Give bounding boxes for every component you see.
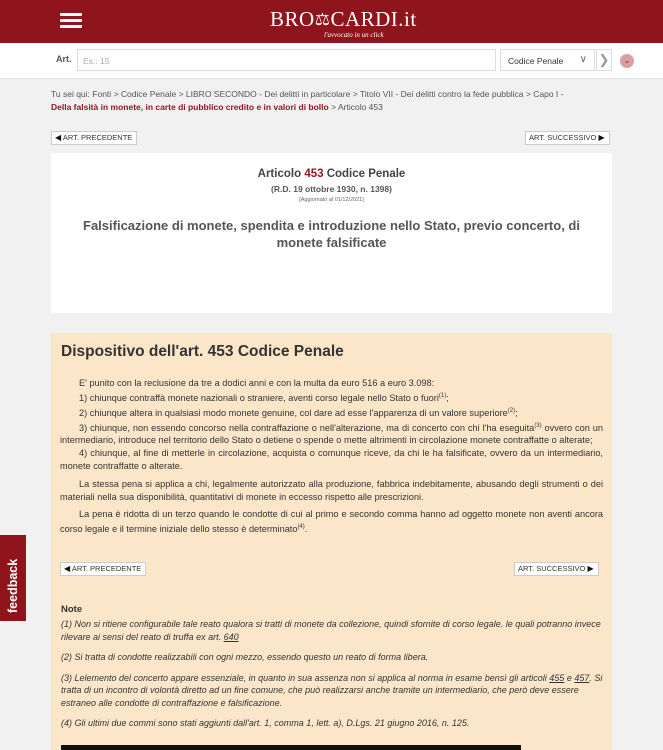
next-article-button-bottom[interactable] xyxy=(514,562,599,576)
menu-icon[interactable] xyxy=(60,13,82,29)
breadcrumb-item-capo[interactable]: Della falsità in monete, in carte di pubblico credito e in valori di bollo xyxy=(51,102,329,112)
dispositivo-paragraph-2: La stessa pena si applica a chi, legalmente autorizzato alla produzione, fabbrica indebitamente, abusando degli strumenti o dei materiali nella sua disponibilità, quantitativi di monete in eccesso rispetto alle prescrizioni. xyxy=(60,478,603,502)
note-3 xyxy=(61,672,603,710)
article-title-label: Articolo xyxy=(257,168,302,180)
breadcrumb-prefix: Tu sei qui: xyxy=(51,89,90,99)
prev-article-button[interactable] xyxy=(51,131,137,145)
logo-text-rest: CARDI.it xyxy=(330,7,417,31)
logo-tagline: l'avvocato in un click xyxy=(324,31,384,39)
note-link-457[interactable]: 457 xyxy=(574,672,590,683)
note-3-and: e xyxy=(564,672,575,683)
chevron-down-icon: ∨ xyxy=(579,54,587,65)
dispositivo-item-2: 2) chiunque altera in qualsiasi modo monete genuine, col dare ad esse l'apparenza di un valore superiore$^{(2)}$; xyxy=(79,407,518,418)
footnote-ref[interactable]: (1) xyxy=(438,392,447,399)
prev-article-label: ART. PRECEDENTE xyxy=(71,564,142,573)
prev-article-button-bottom[interactable] xyxy=(60,562,146,576)
footnote-ref[interactable]: (4) xyxy=(297,524,305,531)
article-source: (R.D. 19 ottobre 1930, n. 1398) xyxy=(271,184,392,194)
dispositivo-item-3 xyxy=(60,420,603,448)
feedback-label: feedback xyxy=(6,558,20,613)
triangle-left-icon: ◀ xyxy=(64,564,71,573)
note-1 xyxy=(61,618,603,643)
article-updated: [Aggiornato al 01/12/2021] xyxy=(299,197,364,203)
site-logo[interactable] xyxy=(270,7,417,39)
triangle-right-icon: ▶ xyxy=(587,564,594,573)
code-select[interactable] xyxy=(500,49,595,71)
note-link-455[interactable]: 455 xyxy=(549,672,565,683)
dispositivo-paragraph-3: La pena è ridotta di un terzo quando le condotte di cui al primo e secondo comma hanno ad oggetto monete non aventi ancora corso legale e il termine iniziale dello stesso è determinato$^{(4)}$. xyxy=(60,509,603,535)
feedback-tab[interactable] xyxy=(0,535,26,621)
paragraph-3-text: La pena è ridotta di un terzo quando le condotte di cui al primo e secondo comma hanno ad oggetto monete non aventi ancora corso legale e il termine iniziale dello stesso è determinato xyxy=(60,509,603,535)
note-3-text-cont: . Si tratta di un incontro di volontà diretto ad un fine comune, che può realizzarsi anche tramite un intermediario, che però deve essere estraneo alle condotte di contraffazione e falsificazione. xyxy=(61,672,603,708)
item-3-text-cont: ovvero con un intermediario, introduce nel territorio dello Stato o detiene o spende o mette altrimenti in circolazione monete contraffatte o alterate; xyxy=(60,422,603,446)
notes-title: Note xyxy=(61,604,83,615)
article-header-card xyxy=(51,153,612,313)
note-2: (2) Si tratta di condotte realizzabili con ogni mezzo, essendo questo un reato di forma libera. xyxy=(61,652,429,662)
next-article-label: ART. SUCCESSIVO xyxy=(518,564,586,573)
breadcrumb-item[interactable]: Fonti xyxy=(92,89,112,99)
search-bar xyxy=(0,43,663,79)
scale-icon: ⚖ xyxy=(314,10,331,29)
search-go-button[interactable]: ❯ xyxy=(596,49,612,71)
article-code: Codice Penale xyxy=(326,168,406,180)
next-article-label: ART. SUCCESSIVO xyxy=(529,133,597,142)
item-3-text: 3) chiunque, non essendo concorso nella contraffazione o nell'alterazione, ma di concerto con chi l'ha eseguita xyxy=(79,422,535,433)
breadcrumb-sep: > xyxy=(352,89,358,99)
top-bar xyxy=(0,0,663,43)
dispositivo-intro: E' punito con la reclusione da tre a dodici anni e con la multa da euro 516 a euro 3.098: xyxy=(79,378,435,388)
article-rubric: Falsificazione di monete, spendita e introduzione nello Stato, previo concerto, di monete falsificate xyxy=(83,218,580,250)
note-link-640[interactable]: 640 xyxy=(223,631,239,642)
next-article-button[interactable] xyxy=(525,131,610,145)
triangle-right-icon: ▶ xyxy=(598,133,605,142)
article-title xyxy=(51,168,612,180)
footnote-ref[interactable]: (3) xyxy=(534,422,542,429)
dispositivo-panel xyxy=(51,333,612,750)
breadcrumb-sep: > xyxy=(113,89,119,99)
prev-article-label: ART. PRECEDENTE xyxy=(62,133,133,142)
note-3-text: (3) Lelemento del concerto appare essenziale, in quanto in sua assenza non si applica al norma in esame bensì gli articoli xyxy=(61,672,550,683)
breadcrumb-item[interactable]: Capo I - xyxy=(533,89,564,99)
item-2-text: 2) chiunque altera in qualsiasi modo monete genuine, col dare ad esse l'apparenza di un valore superiore xyxy=(79,407,508,418)
breadcrumb-sep: > xyxy=(178,89,184,99)
breadcrumb-current: Articolo 453 xyxy=(337,102,383,112)
breadcrumb-item[interactable]: LIBRO SECONDO - Dei delitti in particolare xyxy=(185,89,351,99)
logo-text-main: BRO xyxy=(270,7,315,31)
dispositivo-item-4: 4) chiunque, al fine di metterle in circolazione, acquista o comunque riceve, da chi le ha falsificate, ovvero da un intermediario, monete contraffatte o alterate. xyxy=(60,448,603,471)
article-number: 453 xyxy=(304,168,324,180)
breadcrumb-item[interactable]: Titolo VII - Dei delitti contro la fede pubblica xyxy=(359,89,524,99)
article-search-input[interactable]: Es.: 15 xyxy=(77,49,496,71)
expand-circle-icon[interactable]: ⌄ xyxy=(620,54,634,68)
note-1-text: (1) Non si ritiene configurabile tale reato qualora si tratti di monete da collezione, quindi sfornite di corso legale. le quali potranno invece rilevare ai sensi del reato di truffa ex art. xyxy=(61,619,601,642)
breadcrumb-item[interactable]: Codice Penale xyxy=(120,89,177,99)
code-select-value: Codice Penale xyxy=(508,56,564,66)
dispositivo-body xyxy=(60,377,603,536)
article-label: Art. xyxy=(56,54,72,64)
breadcrumb-sep: > xyxy=(331,102,337,112)
dispositivo-title: Dispositivo dell'art. 453 Codice Penale xyxy=(61,343,344,360)
dark-banner xyxy=(61,745,521,750)
breadcrumb-sep: > xyxy=(525,89,531,99)
breadcrumb xyxy=(51,88,616,114)
item-1-text: 1) chiunque contraffà monete nazionali o straniere, aventi corso legale nello Stato o fuori xyxy=(79,392,439,403)
triangle-left-icon: ◀ xyxy=(55,133,62,142)
dispositivo-item-1: 1) chiunque contraffà monete nazionali o straniere, aventi corso legale nello Stato o fuori$^{(1)}$; xyxy=(79,392,449,403)
footnote-ref[interactable]: (2) xyxy=(507,407,516,414)
notes-list xyxy=(61,618,603,738)
note-4: (4) Gli ultimi due commi sono stati aggiunti dall'art. 1, comma 1, lett. a), D.Lgs. 21 giugno 2016, n. 125. xyxy=(61,718,470,728)
